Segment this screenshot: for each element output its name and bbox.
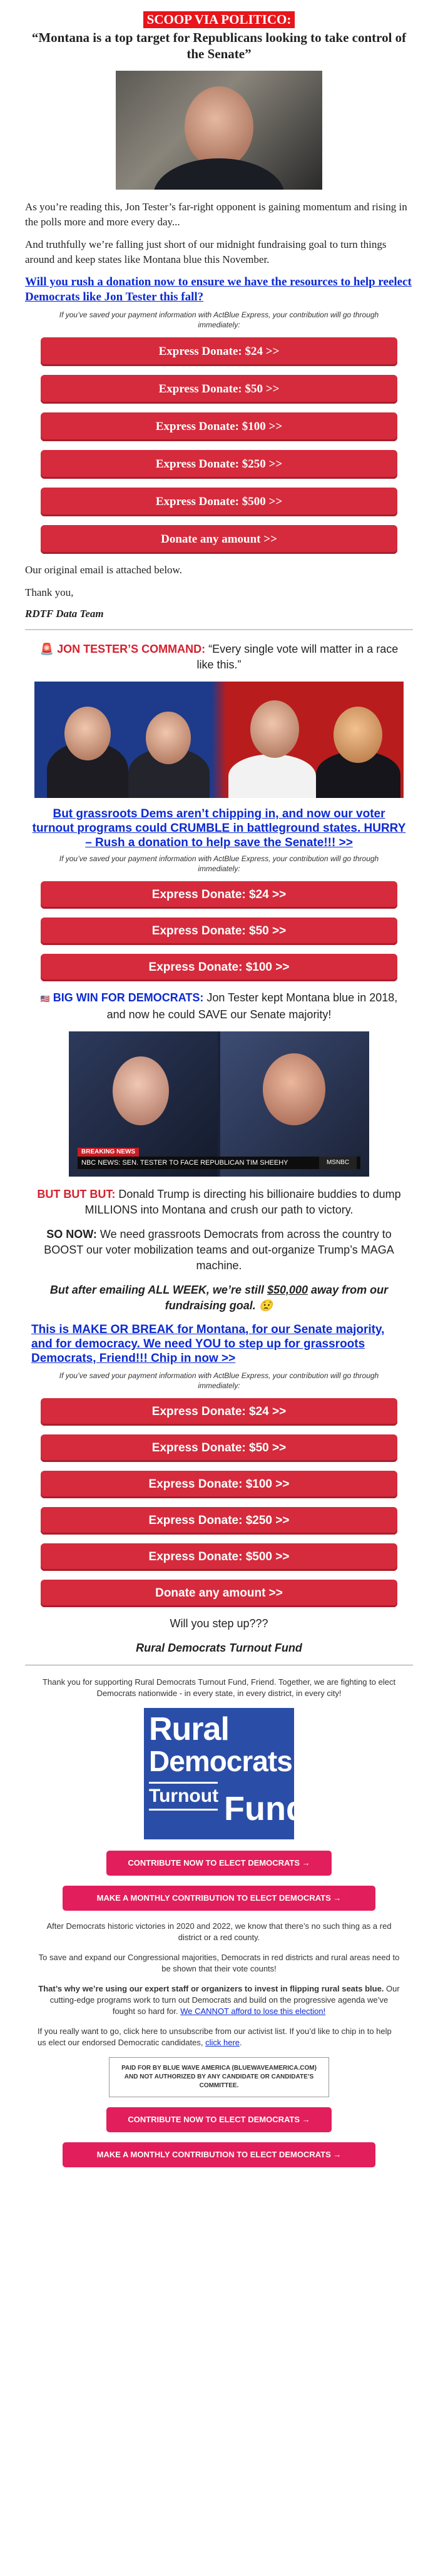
but-label: BUT BUT BUT: — [37, 1188, 116, 1200]
scoop-badge: SCOOP VIA POLITICO: — [143, 11, 295, 28]
unsub-text-a: If you really want to go, click here to unsubscribe from our activist list. If you’d like to chip in to help us elect our endorsed Democratic candidates, — [38, 2027, 392, 2047]
footer-using-bold: That’s why we’re using our expert staff or organizers to invest in flipping rural seats blue. — [38, 1984, 384, 1993]
paid-for-box: PAID FOR BY BLUE WAVE AMERICA (BLUEWAVEAMERICA.COM) AND NOT AUTHORIZED BY ANY CANDIDATE OR CANDIDATE’S COMMITTEE. — [109, 2057, 329, 2097]
intro-paragraph-2: And truthfully we’re falling just short of our midnight fundraising goal to turn things around and keep states like Montana blue this November. — [25, 238, 387, 265]
politicians-collage — [34, 682, 404, 798]
donate-100-button-2[interactable]: Express Donate: $100 >> — [41, 954, 397, 981]
tv-ticker: NBC NEWS: SEN. TESTER TO FACE REPUBLICAN TIM SHEEHY — [78, 1157, 360, 1169]
tester-command — [31, 641, 407, 673]
footer-using-rest: Our cutting-edge programs work to turn out Democrats and build on the progressive agenda we’ve fought so hard for. — [49, 1984, 400, 2016]
command-quote: “Every single vote will matter in a race like this.” — [196, 643, 399, 671]
us-flag-icon: 🇺🇸 — [40, 994, 50, 1003]
win-text: Jon Tester kept Montana blue in 2018, and now he could SAVE our Senate majority! — [106, 991, 398, 1021]
footer-unsubscribe — [38, 2026, 400, 2048]
tv-breaking-label: BREAKING NEWS — [78, 1148, 139, 1157]
donate-any-button-3[interactable]: Donate any amount >> — [41, 1580, 397, 1607]
but-text: Donald Trump is directing his billionaire buddies to dump MILLIONS into Montana and crush our path to victory. — [84, 1188, 401, 1216]
footer-using-link[interactable]: We CANNOT afford to lose this election! — [180, 2006, 326, 2016]
click-here-link[interactable]: click here — [205, 2038, 240, 2047]
donate-250-button[interactable]: Express Donate: $250 >> — [41, 450, 397, 479]
make-or-break-link[interactable]: This is MAKE OR BREAK for Montana, for our Senate majority, and for democracy. We need YOU to step up for grassroots Democrats, Friend!!! Chip in now >> — [31, 1323, 385, 1365]
gap-amount: $50,000 — [267, 1284, 308, 1296]
divider — [25, 629, 413, 630]
rdtf-logo: Rural Democrats Turnout Fund — [144, 1708, 294, 1839]
step-up: Will you step up??? — [170, 1617, 268, 1630]
footer-history: After Democrats historic victories in 2020 and 2022, we know that there’s no such thing as a red district or a red county. — [46, 1921, 392, 1942]
monthly-contribution-button-2[interactable]: MAKE A MONTHLY CONTRIBUTION TO ELECT DEMOCRATS → — [63, 2142, 375, 2167]
donate-100-button[interactable]: Express Donate: $100 >> — [41, 412, 397, 441]
donate-any-button[interactable]: Donate any amount >> — [41, 525, 397, 554]
but-paragraph — [31, 1187, 407, 1218]
monthly-contribution-button[interactable]: MAKE A MONTHLY CONTRIBUTION TO ELECT DEMOCRATS → — [63, 1886, 375, 1911]
actblue-note-1: If you’ve saved your payment information with ActBlue Express, your contribution will go through immediately: — [59, 310, 379, 329]
attached-note: Our original email is attached below. — [25, 564, 182, 576]
donate-24-button-3[interactable]: Express Donate: $24 >> — [41, 1398, 397, 1426]
actblue-note-2: If you’ve saved your payment information with ActBlue Express, your contribution will go through immediately: — [59, 854, 379, 873]
so-now-text: We need grassroots Democrats from across the country to BOOST our voter mobilization teams and out-organize Trump’s MAGA machine. — [44, 1228, 394, 1272]
contribute-now-button[interactable]: CONTRIBUTE NOW TO ELECT DEMOCRATS → — [106, 1851, 332, 1876]
footer-using — [38, 1983, 400, 2017]
donation-link-1[interactable]: Will you rush a donation now to ensure we have the resources to help reelect Democrats like Jon Tester this fall? — [25, 275, 412, 304]
so-now-label: SO NOW: — [46, 1228, 97, 1240]
unsub-text-b: . — [240, 2038, 242, 2047]
thank-you: Thank you, — [25, 586, 74, 598]
donate-50-button-3[interactable]: Express Donate: $50 >> — [41, 1434, 397, 1462]
donation-link-2[interactable]: But grassroots Dems aren’t chipping in, and now our voter turnout programs could CRUMBLE in battleground states. HURRY – Rush a donation to help save the Senate!!! >> — [32, 807, 406, 849]
scoop-header — [25, 11, 413, 28]
gap-text-a: But after emailing ALL WEEK, we’re still — [49, 1284, 267, 1296]
contribute-now-button-2[interactable]: CONTRIBUTE NOW TO ELECT DEMOCRATS → — [106, 2107, 332, 2132]
news-screenshot — [69, 1031, 369, 1177]
win-label: BIG WIN FOR DEMOCRATS: — [53, 991, 204, 1004]
command-label: JON TESTER’S COMMAND: — [57, 643, 206, 655]
donate-500-button-3[interactable]: Express Donate: $500 >> — [41, 1543, 397, 1571]
siren-icon: 🚨 — [39, 643, 54, 655]
donate-250-button-3[interactable]: Express Donate: $250 >> — [41, 1507, 397, 1535]
big-win — [31, 990, 407, 1023]
footer-save: To save and expand our Congressional majorities, Democrats in red districts and rural areas need to be shown that their vote counts! — [38, 1953, 400, 1973]
so-now-paragraph — [31, 1227, 407, 1274]
signature: RDTF Data Team — [25, 608, 104, 620]
intro-paragraph-1: As you’re reading this, Jon Tester’s far-right opponent is gaining momentum and rising in the polls more and more every day... — [25, 201, 407, 228]
footer-thanks: Thank you for supporting Rural Democrats Turnout Fund, Friend. Together, we are fighting to elect Democrats nationwide - in every state, in every district, in every city! — [42, 1677, 396, 1698]
donate-24-button[interactable]: Express Donate: $24 >> — [41, 337, 397, 366]
donate-50-button[interactable]: Express Donate: $50 >> — [41, 375, 397, 404]
signature-2: Rural Democrats Turnout Fund — [136, 1642, 302, 1654]
tv-logo: MSNBC — [319, 1157, 357, 1169]
fundraising-gap — [31, 1282, 407, 1314]
actblue-note-3: If you’ve saved your payment information with ActBlue Express, your contribution will go through immediately: — [59, 1371, 379, 1390]
senator-photo — [116, 71, 322, 190]
headline: “Montana is a top target for Republicans looking to take control of the Senate” — [31, 30, 407, 61]
donate-500-button[interactable]: Express Donate: $500 >> — [41, 488, 397, 516]
gap-text-b: away from our fundraising goal. 😟 — [165, 1284, 389, 1312]
donate-100-button-3[interactable]: Express Donate: $100 >> — [41, 1471, 397, 1498]
donate-24-button-2[interactable]: Express Donate: $24 >> — [41, 881, 397, 909]
donate-50-button-2[interactable]: Express Donate: $50 >> — [41, 917, 397, 945]
